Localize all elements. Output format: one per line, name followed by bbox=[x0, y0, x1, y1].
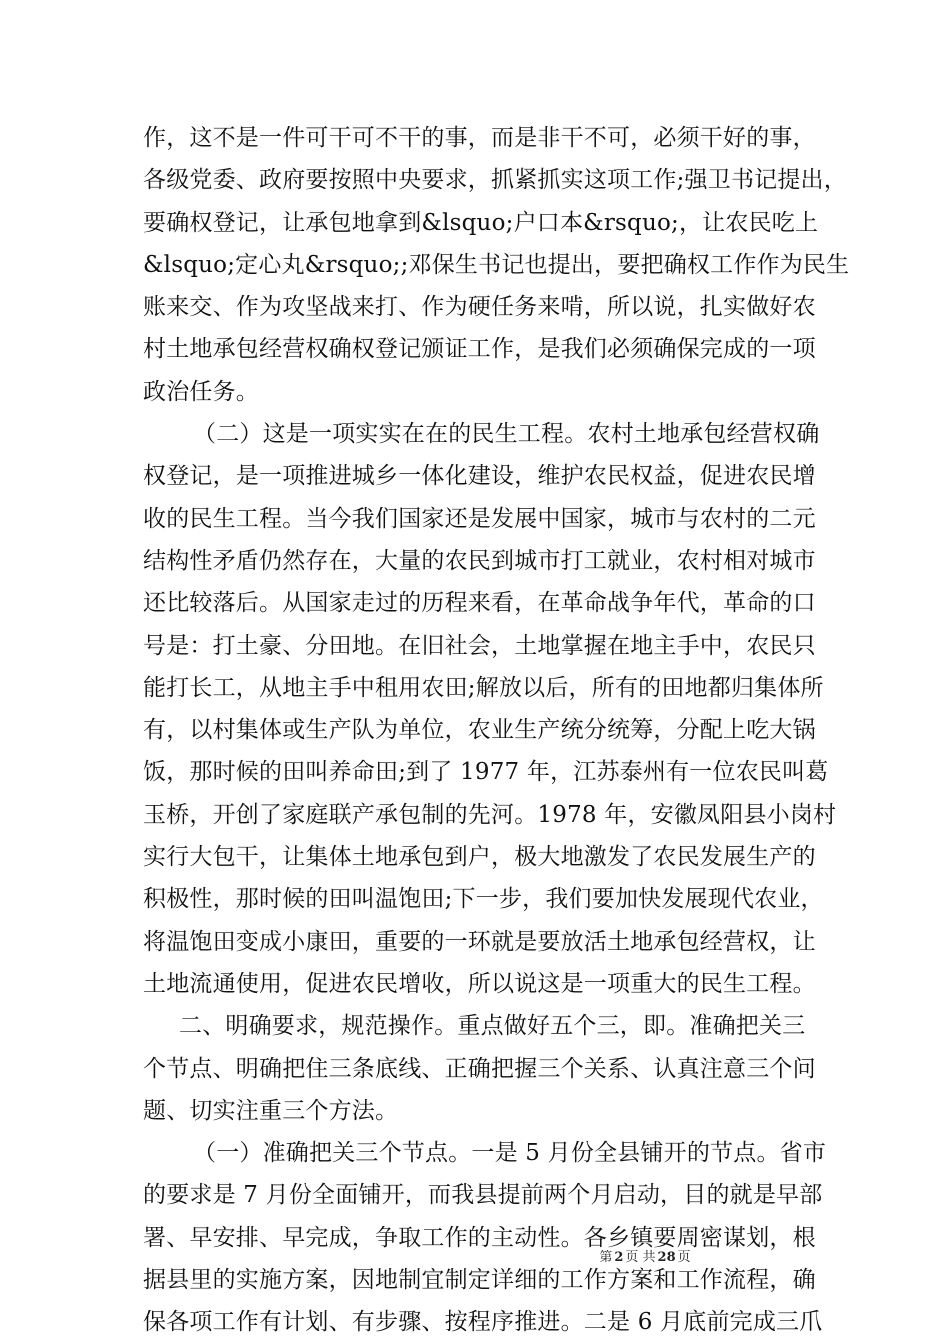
body-text bbox=[143, 117, 850, 1344]
text-line: 权登记，是一项推进城乡一体化建设，维护农民权益，促进农民增 bbox=[143, 463, 816, 490]
text-line: 结构性矛盾仍然存在，大量的农民到城市打工就业，农村相对城市 bbox=[143, 547, 816, 574]
text-line: &lsquo;定心丸&rsquo;;邓保生书记也提出，要把确权工作作为民生 bbox=[143, 251, 850, 278]
text-line: 饭，那时候的田叫养命田;到了 1977 年，江苏泰州有一位农民叫葛 bbox=[143, 759, 829, 786]
text-line: 积极性，那时候的田叫温饱田;下一步，我们要加快发展现代农业， bbox=[143, 886, 824, 913]
text-line: 还比较落后。从国家走过的历程来看，在革命战争年代，革命的口 bbox=[143, 590, 816, 617]
text-line: 玉桥，开创了家庭联产承包制的先河。1978 年，安徽凤阳县小岗村 bbox=[143, 801, 837, 828]
text-line: 保各项工作有计划、有步骤、按程序推进。二是 6 月底前完成三爪 bbox=[143, 1309, 823, 1336]
text-line: 号是：打土豪、分田地。在旧社会，土地掌握在地主手中，农民只 bbox=[143, 632, 816, 659]
text-line: 实行大包干，让集体土地承包到户，极大地激发了农民发展生产的 bbox=[143, 844, 816, 871]
text-line: 的要求是 7 月份全面铺开，而我县提前两个月启动，目的就是早部 bbox=[143, 1182, 823, 1209]
text-line: 题、切实注重三个方法。 bbox=[143, 1097, 399, 1124]
current-page-number: 2 bbox=[614, 1250, 624, 1265]
footer-suffix: 页 bbox=[677, 1250, 691, 1265]
text-line: 收的民生工程。当今我们国家还是发展中国家，城市与农村的二元 bbox=[143, 505, 816, 532]
text-line: 将温饱田变成小康田，重要的一环就是要放活土地承包经营权，让 bbox=[143, 928, 816, 955]
footer-prefix: 第 bbox=[599, 1250, 613, 1265]
text-line: （二）这是一项实实在在的民生工程。农村土地承包经营权确 bbox=[193, 421, 820, 448]
text-line: （一）准确把关三个节点。一是 5 月份全县铺开的节点。省市 bbox=[193, 1140, 827, 1167]
text-line: 二、明确要求，规范操作。重点做好五个三，即。准确把关三 bbox=[179, 1013, 806, 1040]
text-line: 有，以村集体或生产队为单位，农业生产统分统筹，分配上吃大锅 bbox=[143, 717, 816, 744]
text-line: 个节点、明确把住三条底线、正确把握三个关系、认真注意三个问 bbox=[143, 1055, 816, 1082]
text-line: 要确权登记，让承包地拿到&lsquo;户口本&rsquo;，让农民吃上 bbox=[143, 209, 819, 236]
text-line: 能打长工，从地主手中租用农田;解放以后，所有的田地都归集体所 bbox=[143, 674, 824, 701]
text-line: 各级党委、政府要按照中央要求，抓紧抓实这项工作;强卫书记提出， bbox=[143, 167, 847, 194]
page-footer bbox=[0, 1246, 950, 1265]
text-line: 政治任务。 bbox=[143, 378, 259, 405]
footer-middle: 页 共 bbox=[625, 1250, 656, 1265]
text-line: 账来交、作为攻坚战来打、作为硬任务来啃，所以说，扎实做好农 bbox=[143, 294, 816, 321]
text-line: 作，这不是一件可干可不干的事，而是非干不可，必须干好的事， bbox=[143, 125, 816, 151]
text-line: 署、早安排、早完成，争取工作的主动性。各乡镇要周密谋划，根 bbox=[143, 1224, 816, 1251]
text-line: 据县里的实施方案，因地制宜制定详细的工作方案和工作流程，确 bbox=[143, 1267, 816, 1294]
text-line: 村土地承包经营权确权登记颁证工作，是我们必须确保完成的一项 bbox=[143, 336, 816, 363]
total-pages-number: 28 bbox=[657, 1250, 676, 1265]
text-line: 土地流通使用，促进农民增收，所以说这是一项重大的民生工程。 bbox=[143, 970, 816, 997]
